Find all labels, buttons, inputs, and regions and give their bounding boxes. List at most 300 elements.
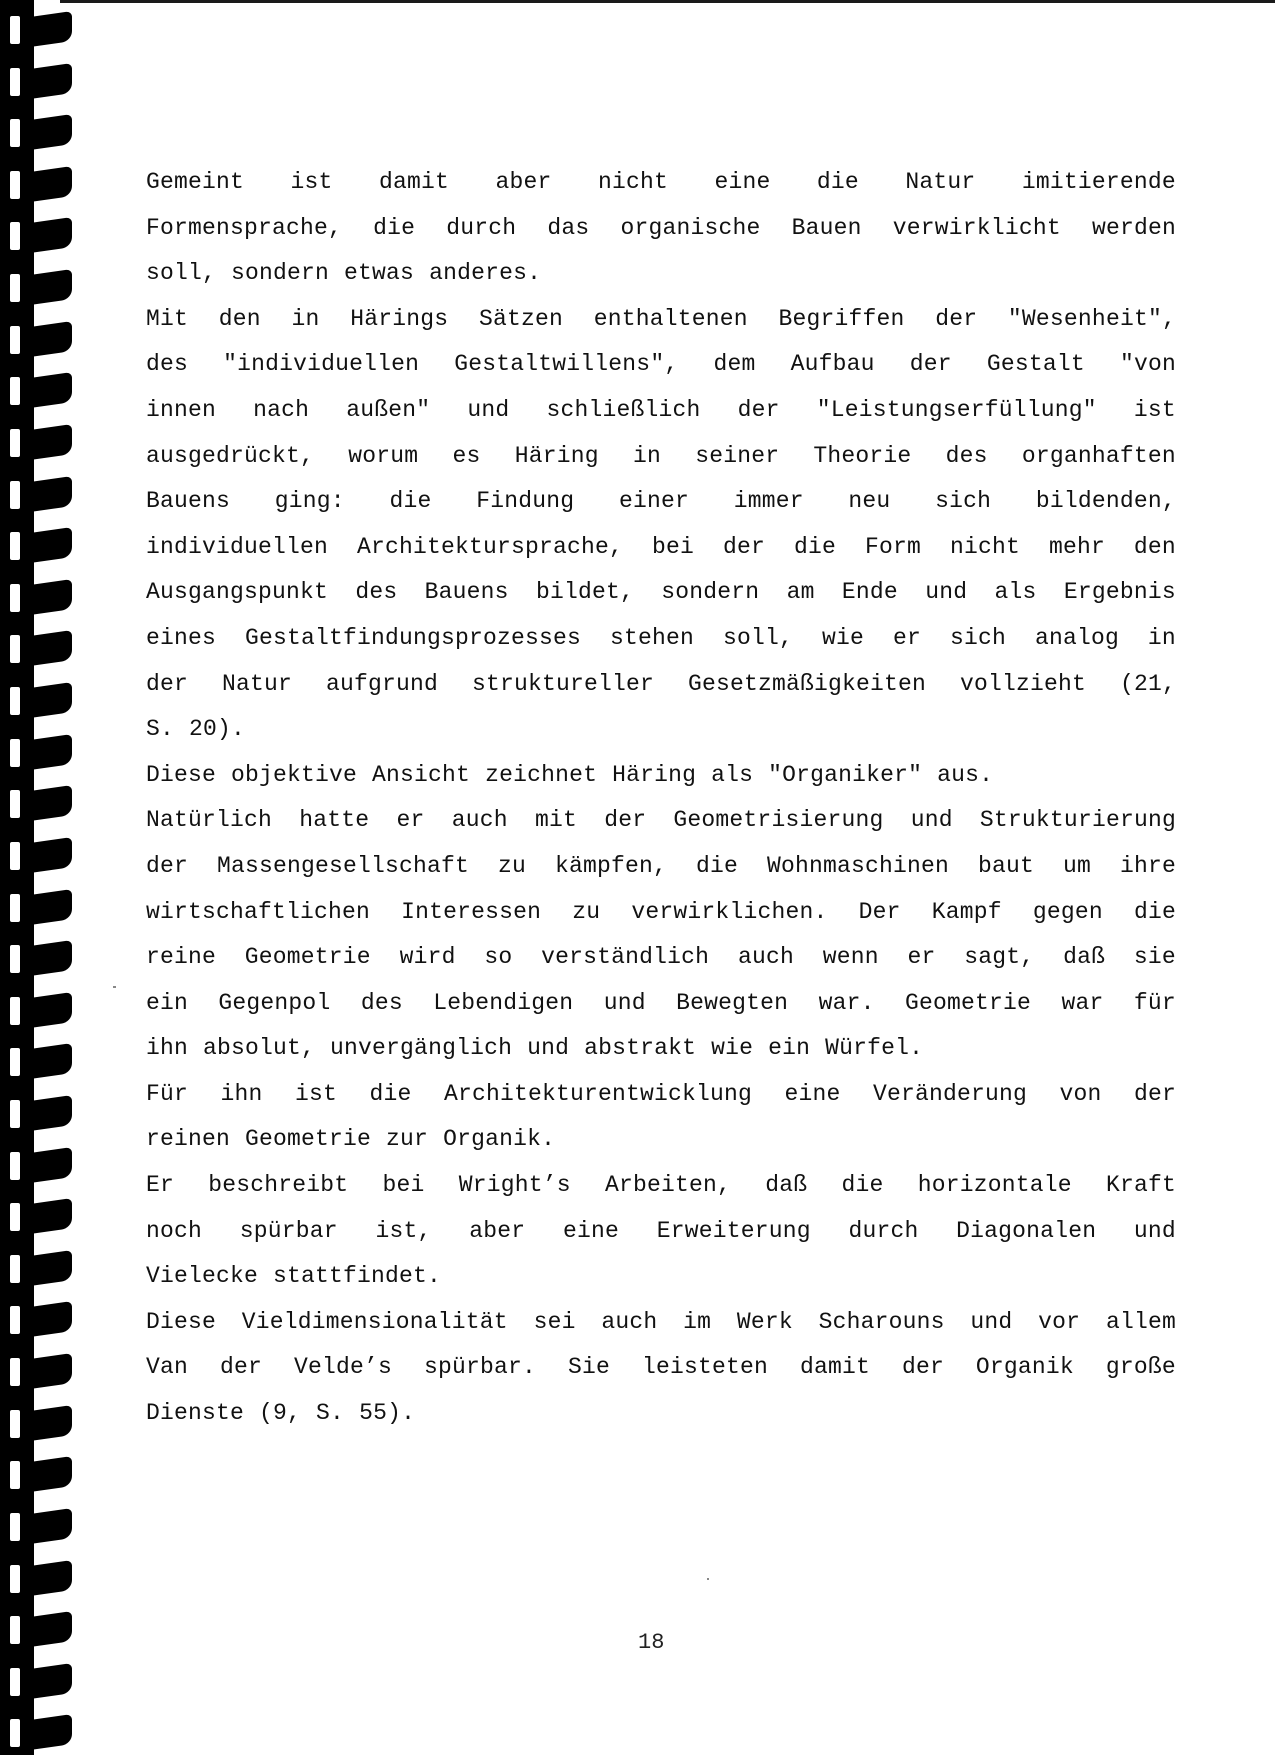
word: enthaltenen xyxy=(593,305,748,332)
binding-ring-hole xyxy=(10,1048,20,1076)
binding-ring xyxy=(0,782,80,822)
word: Ausgangspunkt xyxy=(146,579,329,606)
binding-ring-hole xyxy=(10,842,20,870)
word: große xyxy=(1105,1354,1176,1381)
binding-ring-tab xyxy=(30,1663,72,1699)
word: die xyxy=(793,533,836,560)
word: Härings xyxy=(350,305,449,332)
word: zu xyxy=(498,852,527,879)
binding-ring-hole xyxy=(10,1565,20,1593)
binding-ring xyxy=(0,1453,80,1493)
word: Scharouns xyxy=(818,1308,945,1335)
binding-ring-tab xyxy=(30,837,72,873)
binding-ring xyxy=(0,1608,80,1648)
word: der xyxy=(901,1354,944,1381)
binding-ring-hole xyxy=(10,790,20,818)
binding-ring-tab xyxy=(30,424,72,460)
text-line xyxy=(146,616,1176,662)
word: baut xyxy=(977,852,1034,879)
word: Natürlich xyxy=(146,807,273,834)
word: und xyxy=(1133,1217,1176,1244)
word: und xyxy=(467,396,510,423)
binding-ring-hole xyxy=(10,1616,20,1644)
word: der xyxy=(604,807,647,834)
word: eine xyxy=(714,169,771,195)
word: als xyxy=(711,761,754,788)
word: der xyxy=(737,396,780,423)
word: soll, xyxy=(723,624,794,651)
word: Bauen xyxy=(791,214,862,241)
binding-ring-tab xyxy=(30,218,72,254)
binding-ring-hole xyxy=(10,1668,20,1696)
word: werden xyxy=(1091,214,1176,241)
word: (9, xyxy=(259,1400,302,1427)
word: den xyxy=(218,305,261,332)
word: spürbar xyxy=(239,1217,338,1244)
text-line xyxy=(146,1209,1176,1255)
binding-ring-hole xyxy=(10,739,20,767)
binding-ring xyxy=(0,731,80,771)
binding-ring-tab xyxy=(30,785,72,821)
word: auch xyxy=(601,1308,658,1335)
binding-ring xyxy=(0,937,80,977)
binding-ring-hole xyxy=(10,68,20,96)
word: organhaften xyxy=(1021,442,1176,469)
word: Geometrisierung xyxy=(673,807,884,834)
text-line xyxy=(146,160,1176,206)
word: Diese xyxy=(146,761,217,788)
word: des xyxy=(360,989,403,1016)
word: sie xyxy=(1133,944,1176,971)
word: ihn xyxy=(146,1035,189,1062)
word: die xyxy=(373,214,416,241)
binding-ring-tab xyxy=(30,1250,72,1286)
binding-ring xyxy=(0,8,80,48)
word: Organik. xyxy=(443,1126,556,1153)
binding-ring xyxy=(0,886,80,926)
word: Mit xyxy=(146,305,189,332)
binding-ring-tab xyxy=(30,1405,72,1441)
word: Massengesellschaft xyxy=(216,852,470,879)
word: der xyxy=(1133,1080,1176,1107)
word: für xyxy=(1133,989,1176,1016)
word: organische xyxy=(620,214,761,241)
word: außen" xyxy=(346,396,431,423)
word: ist xyxy=(294,1080,337,1107)
binding-ring-tab xyxy=(30,1301,72,1337)
binding-ring-hole xyxy=(10,1513,20,1541)
word: reinen xyxy=(146,1126,231,1153)
word: Bewegten xyxy=(676,989,789,1016)
word: Ansicht xyxy=(372,761,471,788)
word: aufgrund xyxy=(325,670,438,697)
word: stehen xyxy=(610,624,695,651)
scan-speck xyxy=(707,1578,709,1580)
text-line xyxy=(146,1117,1176,1163)
text-line xyxy=(146,981,1176,1027)
word: Geometrie xyxy=(245,1126,372,1153)
text-line xyxy=(146,206,1176,252)
word: horizontale xyxy=(917,1172,1072,1199)
word: die xyxy=(389,488,432,515)
binding-ring xyxy=(0,576,80,616)
word: am xyxy=(786,579,815,606)
binding-ring xyxy=(0,1505,80,1545)
binding-ring-tab xyxy=(30,1353,72,1389)
binding-ring-tab xyxy=(30,269,72,305)
word: ihre xyxy=(1119,852,1176,879)
binding-ring xyxy=(0,1195,80,1235)
word: einer xyxy=(618,488,689,515)
word: Lebendigen xyxy=(433,989,574,1016)
word: Findung xyxy=(476,488,575,515)
binding-ring-tab xyxy=(30,889,72,925)
word: wie xyxy=(821,624,864,651)
binding-ring xyxy=(0,421,80,461)
text-line xyxy=(146,1391,1176,1437)
word: der xyxy=(909,351,952,378)
binding-ring-tab xyxy=(30,166,72,202)
word: nicht xyxy=(597,169,668,195)
word: Dienste xyxy=(146,1400,245,1427)
word: der xyxy=(935,305,978,332)
word: nicht xyxy=(949,533,1020,560)
word: worum xyxy=(348,442,419,469)
word: ihn xyxy=(220,1080,263,1107)
binding-ring-hole xyxy=(10,894,20,922)
word: beschreibt xyxy=(208,1172,349,1199)
word: ist xyxy=(1133,396,1176,423)
word: "Leistungserfüllung" xyxy=(816,396,1097,423)
word: eine xyxy=(562,1217,619,1244)
binding-ring xyxy=(0,1660,80,1700)
word: Velde’s xyxy=(293,1354,392,1381)
word: eines xyxy=(146,624,217,651)
binding-ring-tab xyxy=(30,372,72,408)
word: 20). xyxy=(189,716,246,743)
word: Van xyxy=(146,1354,189,1381)
word: ein xyxy=(146,989,189,1016)
word: Vielecke xyxy=(146,1263,259,1290)
word: in xyxy=(1147,624,1176,651)
text-line xyxy=(146,890,1176,936)
binding-ring-hole xyxy=(10,429,20,457)
word: Arbeiten, xyxy=(604,1172,731,1199)
word: ging: xyxy=(274,488,345,515)
binding-ring xyxy=(0,473,80,513)
binding-ring-tab xyxy=(30,11,72,47)
word: Strukturierung xyxy=(979,807,1176,834)
binding-ring-hole xyxy=(10,119,20,147)
word: des xyxy=(945,442,988,469)
word: war. xyxy=(818,989,875,1016)
word: und xyxy=(970,1308,1013,1335)
word: Sie xyxy=(567,1354,610,1381)
binding-ring-hole xyxy=(10,1306,20,1334)
binding-ring xyxy=(0,163,80,203)
word: die xyxy=(695,852,738,879)
word: und xyxy=(925,579,968,606)
binding-ring xyxy=(0,369,80,409)
word: Vieldimensionalität xyxy=(241,1308,508,1335)
binding-ring-hole xyxy=(10,1255,20,1283)
word: sich xyxy=(935,488,992,515)
binding-ring-tab xyxy=(30,1198,72,1234)
binding-ring-tab xyxy=(30,321,72,357)
word: Häring xyxy=(514,442,599,469)
word: Theorie xyxy=(813,442,912,469)
binding-ring-tab xyxy=(30,527,72,563)
binding-ring xyxy=(0,627,80,667)
binding-ring-tab xyxy=(30,476,72,512)
word: der xyxy=(146,670,189,697)
word: imitierende xyxy=(1021,169,1176,195)
word: Diese xyxy=(146,1308,217,1335)
word: als xyxy=(994,579,1037,606)
text-line xyxy=(146,570,1176,616)
word: ist xyxy=(290,169,333,195)
word: Kampf xyxy=(931,898,1002,925)
word: Sätzen xyxy=(478,305,563,332)
binding-ring xyxy=(0,1711,80,1751)
scan-top-border xyxy=(60,0,1275,3)
word: und xyxy=(910,807,953,834)
binding-ring-hole xyxy=(10,1410,20,1438)
word: Wohnmaschinen xyxy=(766,852,949,879)
text-line xyxy=(146,479,1176,525)
binding-ring-tab xyxy=(30,1095,72,1131)
binding-ring-hole xyxy=(10,377,20,405)
word: des xyxy=(355,579,398,606)
text-line xyxy=(146,251,1176,297)
word: Ergebnis xyxy=(1063,579,1176,606)
word: in xyxy=(291,305,320,332)
word: spürbar. xyxy=(423,1354,536,1381)
word: 55). xyxy=(359,1400,416,1427)
binding-ring-hole xyxy=(10,1719,20,1747)
word: er xyxy=(892,624,921,651)
binding-ring-hole xyxy=(10,326,20,354)
binding-ring-tab xyxy=(30,1456,72,1492)
word: des xyxy=(146,351,189,378)
word: vollzieht xyxy=(959,670,1087,697)
word: immer xyxy=(733,488,804,515)
binding-ring xyxy=(0,989,80,1029)
word: Wright’s xyxy=(458,1172,571,1199)
word: der xyxy=(146,852,189,879)
word: durch xyxy=(848,1217,919,1244)
word: eine xyxy=(784,1080,841,1107)
word: daß xyxy=(1063,944,1106,971)
word: Gestalt xyxy=(986,351,1085,378)
binding-ring xyxy=(0,524,80,564)
binding-ring-hole xyxy=(10,481,20,509)
text-line xyxy=(146,844,1176,890)
word: reine xyxy=(146,944,217,971)
text-line xyxy=(146,388,1176,434)
word: Gemeint xyxy=(146,169,245,195)
word: schließlich xyxy=(546,396,701,423)
binding-ring-hole xyxy=(10,945,20,973)
word: allem xyxy=(1105,1308,1176,1335)
word: ausgedrückt, xyxy=(146,442,315,469)
word: wird xyxy=(399,944,456,971)
word: Geometrie xyxy=(244,944,371,971)
word: individuellen xyxy=(146,533,329,560)
text-line xyxy=(146,525,1176,571)
text-line xyxy=(146,662,1176,708)
binding-ring-tab xyxy=(30,1611,72,1647)
binding-ring-hole xyxy=(10,1100,20,1128)
word: zur xyxy=(386,1126,429,1153)
binding-ring-hole xyxy=(10,532,20,560)
word: das xyxy=(547,214,590,241)
word: im xyxy=(683,1308,712,1335)
word: aus. xyxy=(937,761,994,788)
text-line xyxy=(146,1026,1176,1072)
word: Architekturentwicklung xyxy=(443,1080,752,1107)
word: soll, xyxy=(146,260,217,287)
word: damit xyxy=(378,169,449,195)
binding-ring xyxy=(0,1350,80,1390)
word: neu xyxy=(848,488,891,515)
text-line xyxy=(146,1163,1176,1209)
word: sondern xyxy=(231,260,330,287)
word: wirtschaftlichen xyxy=(146,898,371,925)
word: Formensprache, xyxy=(146,214,343,241)
word: Er xyxy=(146,1172,175,1199)
word: die xyxy=(841,1172,884,1199)
binding-ring-tab xyxy=(30,1508,72,1544)
text-line xyxy=(146,1345,1176,1391)
binding-ring-tab xyxy=(30,940,72,976)
word: er xyxy=(907,944,936,971)
binding-ring-tab xyxy=(30,579,72,615)
spiral-binding xyxy=(0,0,80,1755)
word: seiner xyxy=(695,442,780,469)
word: absolut, xyxy=(203,1035,316,1062)
binding-ring-tab xyxy=(30,992,72,1028)
word: Architektursprache, xyxy=(357,533,624,560)
word: auch xyxy=(737,944,794,971)
word: er xyxy=(396,807,425,834)
word: Gestaltwillens", xyxy=(454,351,679,378)
text-line xyxy=(146,935,1176,981)
word: bildet, xyxy=(535,579,634,606)
binding-ring xyxy=(0,1298,80,1338)
word: Bauens xyxy=(146,488,231,515)
word: die xyxy=(816,169,859,195)
word: auch xyxy=(451,807,508,834)
binding-ring xyxy=(0,1402,80,1442)
word: Begriffen xyxy=(778,305,905,332)
binding-ring-hole xyxy=(10,584,20,612)
binding-ring xyxy=(0,1040,80,1080)
word: vor xyxy=(1038,1308,1081,1335)
word: "individuellen xyxy=(223,351,420,378)
word: es xyxy=(452,442,481,469)
word: bildenden, xyxy=(1035,488,1176,515)
word: wie xyxy=(711,1035,754,1062)
word: Erweiterung xyxy=(656,1217,811,1244)
word: aber xyxy=(469,1217,526,1244)
word: Interessen xyxy=(401,898,542,925)
word: abstrakt xyxy=(584,1035,697,1062)
binding-ring-tab xyxy=(30,682,72,718)
binding-ring-hole xyxy=(10,16,20,44)
word: Veränderung xyxy=(872,1080,1027,1107)
word: kämpfen, xyxy=(554,852,668,879)
word: Bauens xyxy=(424,579,509,606)
word: "von xyxy=(1119,351,1176,378)
word: objektive xyxy=(231,761,358,788)
word: die xyxy=(1133,898,1176,925)
binding-ring-hole xyxy=(10,1461,20,1489)
word: innen xyxy=(146,396,217,423)
word: ein xyxy=(768,1035,811,1062)
word: Gestaltfindungsprozesses xyxy=(244,624,582,651)
binding-ring-hole xyxy=(10,171,20,199)
word: und xyxy=(603,989,646,1016)
binding-ring-tab xyxy=(30,1560,72,1596)
word: sondern xyxy=(661,579,760,606)
page-number: 18 xyxy=(638,1630,665,1655)
binding-ring-tab xyxy=(30,1147,72,1183)
word: Natur xyxy=(905,169,976,195)
word: stattfindet. xyxy=(273,1263,442,1290)
word: verständlich xyxy=(541,944,710,971)
text-line xyxy=(146,798,1176,844)
word: Geometrie xyxy=(905,989,1032,1016)
text-line xyxy=(146,707,1176,753)
word: leisteten xyxy=(641,1354,768,1381)
word: mit xyxy=(534,807,577,834)
word: Der xyxy=(858,898,901,925)
binding-ring-hole xyxy=(10,222,20,250)
word: den xyxy=(1133,533,1176,560)
word: noch xyxy=(146,1217,203,1244)
word: der xyxy=(219,1354,262,1381)
word: "Wesenheit", xyxy=(1007,305,1176,332)
word: zeichnet xyxy=(485,761,598,788)
word: hatte xyxy=(299,807,370,834)
word: und xyxy=(527,1035,570,1062)
word: bei xyxy=(382,1172,425,1199)
word: war xyxy=(1061,989,1104,1016)
binding-ring-hole xyxy=(10,1152,20,1180)
word: analog xyxy=(1034,624,1119,651)
word: zu xyxy=(572,898,601,925)
word: Gegenpol xyxy=(218,989,331,1016)
binding-ring-hole xyxy=(10,997,20,1025)
binding-ring-hole xyxy=(10,1203,20,1231)
word: damit xyxy=(799,1354,870,1381)
binding-ring xyxy=(0,834,80,874)
word: anderes. xyxy=(429,260,542,287)
word: verwirklicht xyxy=(892,214,1061,241)
word: Für xyxy=(146,1080,189,1107)
binding-ring xyxy=(0,214,80,254)
word: etwas xyxy=(344,260,415,287)
word: aber xyxy=(495,169,552,195)
word: Natur xyxy=(221,670,292,697)
binding-ring xyxy=(0,1092,80,1132)
binding-ring-hole xyxy=(10,687,20,715)
binding-ring-tab xyxy=(30,630,72,666)
word: S. xyxy=(316,1400,345,1427)
binding-ring xyxy=(0,111,80,151)
binding-ring xyxy=(0,679,80,719)
